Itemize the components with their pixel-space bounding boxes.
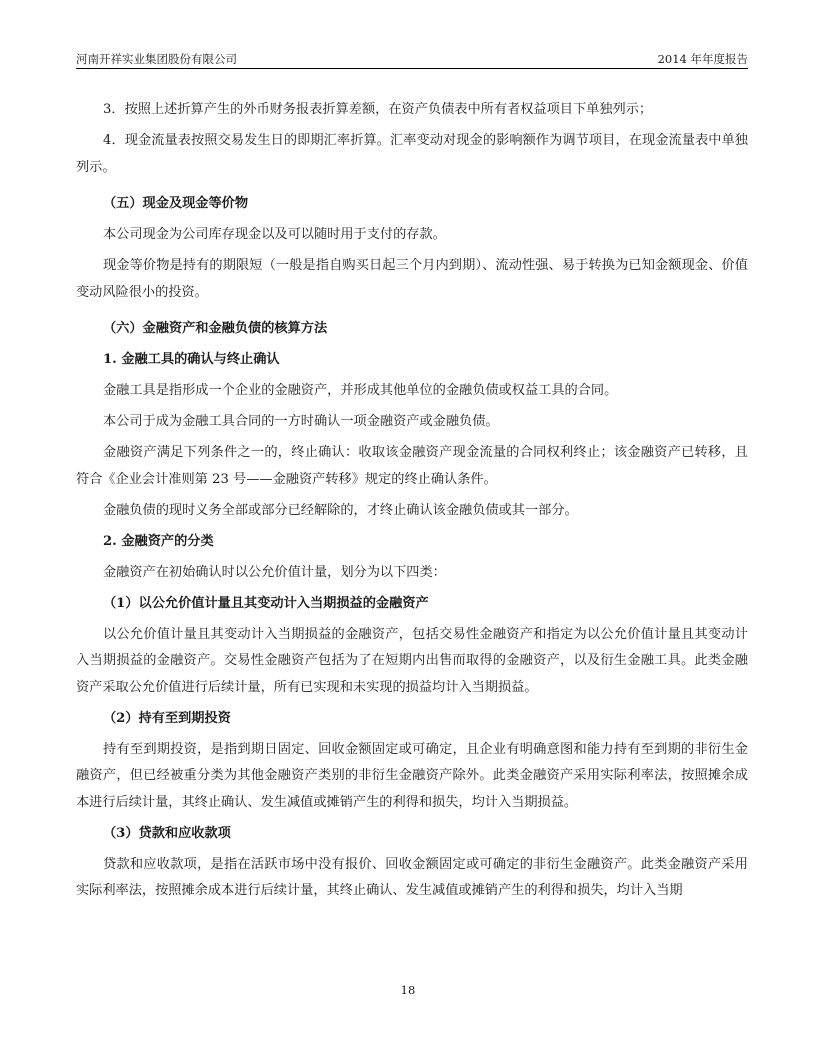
paragraph: 金融资产在初始确认时以公允价值计量，划分为以下四类： xyxy=(103,564,446,580)
paragraph: 3．按照上述折算产生的外币财务报表折算差额，在资产负债表中所有者权益项目下单独列示； xyxy=(103,102,653,117)
subsection-heading: （3）贷款和应收款项 xyxy=(103,825,231,841)
paragraph: 4．现金流量表按照交易发生日的即期汇率折算。汇率变动对现金的影响额作为调节项目，在现金流量表中单独列示。 xyxy=(76,133,748,175)
subsection-heading: 2. 金融资产的分类 xyxy=(103,533,214,549)
paragraph: 以公允价值计量且其变动计入当期损益的金融资产，包括交易性金融资产和指定为以公允价值计量且其变动计入当期损益的金融资产。交易性金融资产包括为了在短期内出售而取得的金融资产，以及衍生金融工具。此类金融资产采取公允价值进行后续计量，所有已实现和未实现的损益均计入当期损益。 xyxy=(76,626,748,695)
paragraph: 本公司于成为金融工具合同的一方时确认一项金融资产或金融负债。 xyxy=(103,414,499,429)
body-content xyxy=(76,97,748,909)
paragraph: 金融工具是指形成一个企业的金融资产，并形成其他单位的金融负债或权益工具的合同。 xyxy=(103,383,618,398)
subsection-heading: （2）持有至到期投资 xyxy=(103,710,231,726)
section-heading: （六）金融资产和金融负债的核算方法 xyxy=(103,321,328,336)
subsection-heading: （1）以公允价值计量且其变动计入当期损益的金融资产 xyxy=(103,595,429,611)
paragraph: 本公司现金为公司库存现金以及可以随时用于支付的存款。 xyxy=(103,227,446,242)
page-header xyxy=(76,48,748,69)
paragraph: 持有至到期投资，是指到期日固定、回收金额固定或可确定，且企业有明确意图和能力持有至到期的非衍生金融资产，但已经被重分类为其他金融资产类别的非衍生金融资产除外。此类金融资产采用实际利率法，按照摊余成本进行后续计量，其终止确认、发生减值或摊销产生的利得和损失，均计入当期损益。 xyxy=(76,741,748,810)
paragraph: 贷款和应收款项，是指在活跃市场中没有报价、回收金额固定或可确定的非衍生金融资产。此类金融资产采用实际利率法，按照摊余成本进行后续计量，其终止确认、发生减值或摊销产生的利得和损失，均计入当期 xyxy=(76,856,748,898)
page-number: 18 xyxy=(400,983,416,997)
subsection-heading: 1. 金融工具的确认与终止确认 xyxy=(103,352,280,367)
paragraph: 金融资产满足下列条件之一的，终止确认：收取该金融资产现金流量的合同权利终止；该金融资产已转移，且符合《企业会计准则第 23 号——金融资产转移》规定的终止确认条件。 xyxy=(76,445,748,487)
paragraph: 现金等价物是持有的期限短（一般是指自购买日起三个月内到期）、流动性强、易于转换为已知金额现金、价值变动风险很小的投资。 xyxy=(76,258,748,300)
company-name: 河南开祥实业集团股份有限公司 xyxy=(76,52,237,66)
section-heading: （五）现金及现金等价物 xyxy=(103,196,249,211)
paragraph: 金融负债的现时义务全部或部分已经解除的，才终止确认该金融负债或其一部分。 xyxy=(103,502,578,518)
report-title: 2014 年年度报告 xyxy=(657,52,748,66)
